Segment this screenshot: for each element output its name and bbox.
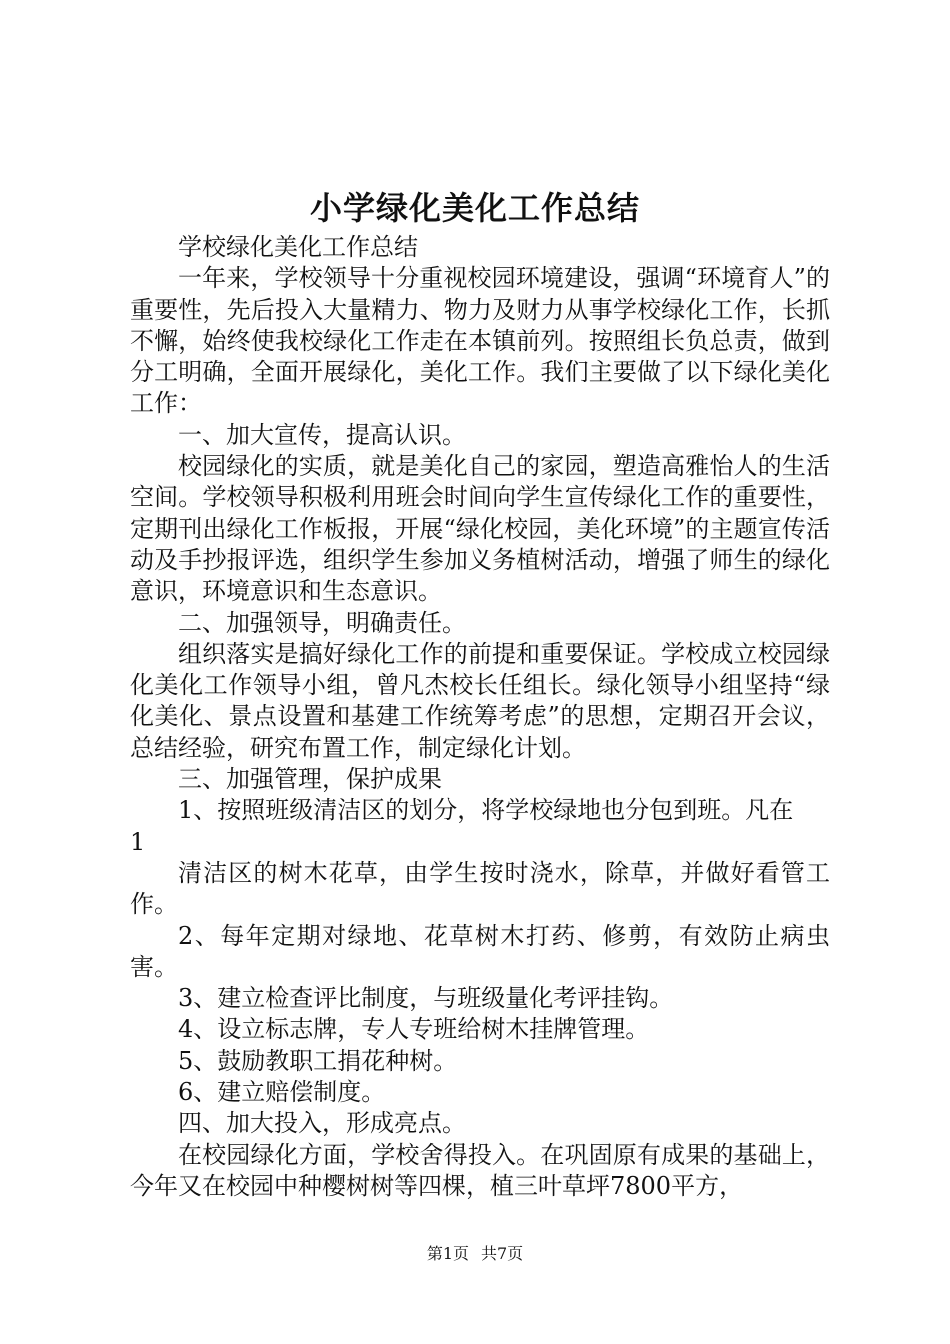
list-item-3: 3、建立检查评比制度，与班级量化考评挂钩。 (178, 984, 674, 1013)
paragraph-section-2: 组织落实是搞好绿化工作的前提和重要保证。学校成立校园绿化美化工作领导小组，曾凡杰校长任组长。绿化领导小组坚持“绿化美化、景点设置和基建工作统筹考虑”的思想，定期召开会议，总结经验，研究布置工作，制定绿化计划。 (130, 639, 830, 762)
inline-page-number: 1 (130, 827, 146, 856)
list-item-6: 6、建立赔偿制度。 (178, 1078, 386, 1107)
document-body (130, 232, 830, 1202)
section-heading-1: 一、加大宣传，提高认识。 (178, 420, 466, 449)
list-item-5: 5、鼓励教职工捐花种树。 (178, 1046, 458, 1075)
page-footer (0, 1244, 950, 1264)
paragraph-section-1: 校园绿化的实质，就是美化自己的家园，塑造高雅怡人的生活空间。学校领导积极利用班会时间向学生宣传绿化工作的重要性，定期刊出绿化工作板报，开展“绿化校园，美化环境”的主题宣传活动及手抄报评选，组织学生参加义务植树活动，增强了师生的绿化意识，环境意识和生态意识。 (130, 452, 830, 606)
section-heading-2: 二、加强领导，明确责任。 (178, 608, 466, 637)
paragraph-subtitle: 学校绿化美化工作总结 (178, 233, 418, 261)
section-heading-4: 四、加大投入，形成亮点。 (178, 1109, 466, 1138)
document-title: 小学绿化美化工作总结 (309, 189, 640, 227)
section-heading-3: 三、加强管理，保护成果 (178, 765, 442, 794)
paragraph-section-4: 在校园绿化方面，学校舍得投入。在巩固原有成果的基础上，今年又在校园中种樱树树等四棵，植三叶草坪7800平方， (130, 1140, 830, 1200)
page-number: 第1页 (426, 1244, 469, 1263)
list-item-1: 1、按照班级清洁区的划分，将学校绿地也分包到班。凡在 (178, 796, 794, 825)
list-item-2: 2、每年定期对绿地、花草树木打药、修剪，有效防止病虫害。 (130, 921, 830, 981)
list-item-4: 4、设立标志牌，专人专班给树木挂牌管理。 (178, 1015, 650, 1044)
paragraph-intro: 一年来，学校领导十分重视校园环境建设，强调“环境育人”的重要性，先后投入大量精力、物力及财力从事学校绿化工作，长抓不懈，始终使我校绿化工作走在本镇前列。按照组长负总责，做到分工明确，全面开展绿化，美化工作。我们主要做了以下绿化美化工作： (130, 264, 830, 418)
list-item-1-continued: 清洁区的树木花草，由学生按时浇水，除草，并做好看管工作。 (130, 858, 830, 919)
page-total: 共7页 (481, 1244, 524, 1263)
